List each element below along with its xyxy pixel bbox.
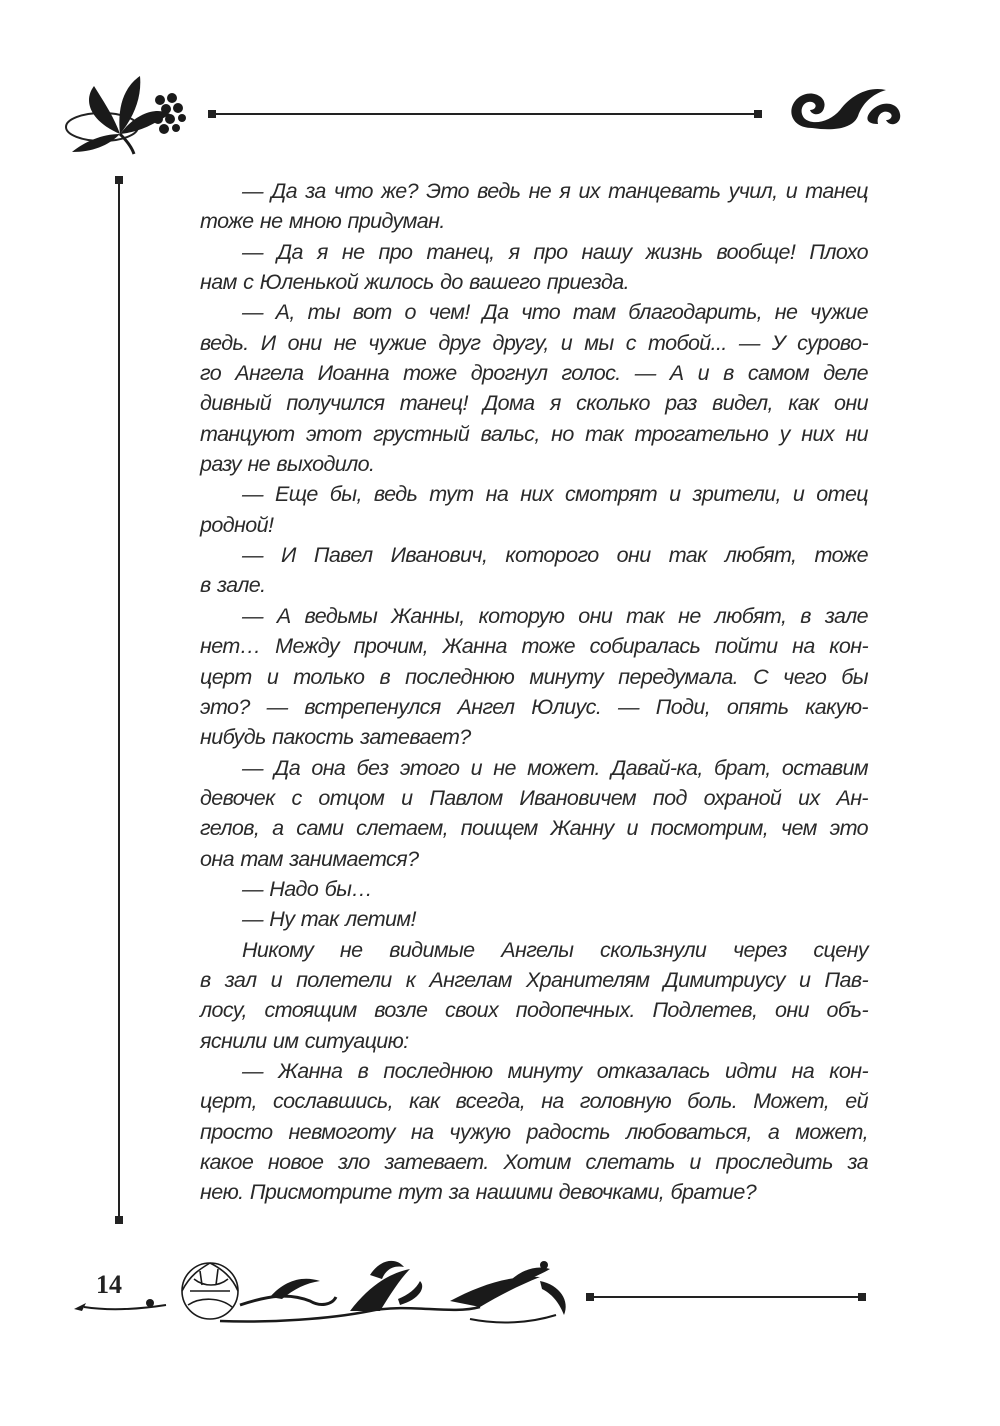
paragraph — [200, 904, 868, 934]
text-line: лосу, стоящим возле своих подопечных. Подлетев, они объ- — [200, 998, 868, 1023]
paragraph — [200, 935, 868, 1056]
text-line: нам с Юленькой жилось до вашего приезда. — [200, 270, 629, 295]
text-line: Никому не видимые Ангелы скользнули через сцену — [242, 937, 868, 962]
text-line: она там занимается? — [200, 846, 419, 871]
text-line: ведь. И они не чужие друг другу, и мы с тобой... — У сурово- — [200, 330, 868, 355]
paragraph — [200, 753, 868, 874]
paragraph — [200, 479, 868, 540]
text-line: — Еще бы, ведь тут на них смотрят и зрители, и отец — [242, 482, 868, 507]
text-line: танцуют этот грустный вальс, но так трогательно у них ни — [200, 421, 868, 446]
text-line: родной! — [200, 512, 274, 537]
text-line: разу не выходило. — [200, 452, 375, 477]
text-line: церт и только в последнюю минуту передумала. С чего бы — [200, 664, 868, 689]
text-line: нет… Между прочим, Жанна тоже собиралась пойти на кон- — [200, 634, 868, 659]
text-line: в зал и полетели к Ангелам Хранителям Димитриусу и Пав- — [200, 967, 868, 992]
text-line: гелов, а сами слетаем, поищем Жанну и посмотрим, чем это — [200, 816, 868, 841]
text-line: — И Павел Иванович, которого они так любят, тоже — [242, 543, 868, 568]
text-line: церт, сославшись, как всегда, на головную боль. Может, ей — [200, 1089, 868, 1114]
page-number: 14 — [96, 1270, 122, 1299]
body-text — [200, 176, 868, 1208]
bottom-rule-divider — [586, 1291, 866, 1303]
paragraph — [200, 297, 868, 479]
text-line: — Жанна в последнюю минуту отказалась идти на кон- — [242, 1058, 868, 1083]
text-line: — Да она без этого и не может. Давай-ка, брат, оставим — [242, 755, 868, 780]
paragraph — [200, 601, 868, 753]
text-line: — А, ты вот о чем! Да что там благодарить, не чужие — [242, 300, 868, 325]
text-line: нибудь пакость затевает? — [200, 725, 471, 750]
text-line: в зале. — [200, 573, 266, 598]
text-line: это? — встрепенулся Ангел Юлиус. — Поди, опять какую- — [200, 694, 868, 719]
text-line: — Да за что же? Это ведь не я их танцевать учил, и танец — [242, 179, 868, 203]
paragraph — [200, 874, 868, 904]
text-line: — Ну так летим! — [242, 907, 416, 932]
text-line: го Ангела Иоанна тоже дрогнул голос. — А и в самом деле — [200, 361, 868, 386]
text-line: дивный получился танец! Дома я сколько раз видел, как они — [200, 391, 868, 416]
text-line: какое новое зло затевает. Хотим слетать и проследить за — [200, 1150, 868, 1174]
paragraph — [200, 540, 868, 601]
leaf-berries-ornament-icon — [62, 72, 192, 157]
paragraph — [200, 1056, 868, 1208]
left-vertical-rule — [113, 176, 125, 1224]
text-line: яснили им ситуацию: — [200, 1028, 409, 1053]
text-line: просто невмоготу на чужую радость любоваться, а может, — [200, 1119, 868, 1144]
paragraph — [200, 176, 868, 237]
text-line: — А ведьмы Жанны, которую они так не любят, в зале — [242, 603, 868, 628]
text-line: — Надо бы… — [242, 876, 373, 901]
floral-footer-ornament-icon — [70, 1245, 580, 1335]
paragraph — [200, 237, 868, 298]
top-rule-divider — [208, 108, 762, 120]
text-line: — Да я не про танец, я про нашу жизнь вообще! Плохо — [242, 239, 868, 264]
text-line: тоже не мною придуман. — [200, 209, 445, 234]
text-line: нею. Присмотрите тут за нашими девочками, братие? — [200, 1180, 757, 1205]
text-line: девочек с отцом и Павлом Ивановичем под охраной их Ан- — [200, 785, 868, 810]
swirl-ornament-icon — [782, 80, 904, 136]
